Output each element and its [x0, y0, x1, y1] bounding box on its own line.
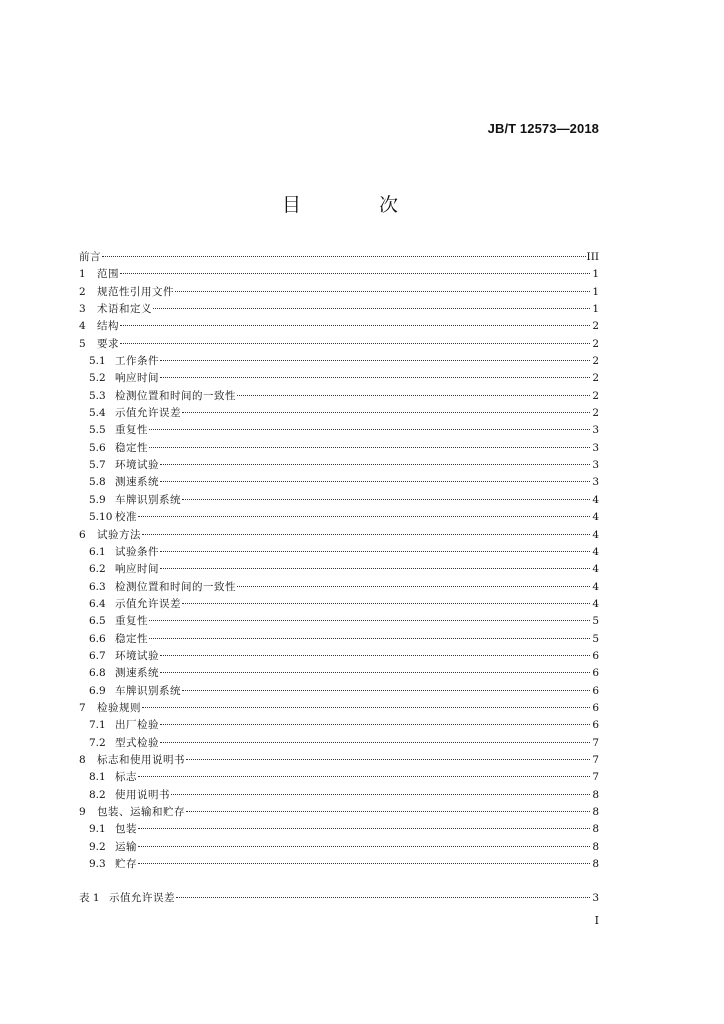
toc-dot-leader [237, 383, 590, 396]
toc-dot-leader [186, 747, 590, 760]
toc-entry-label: 示值允许误差 [115, 407, 181, 420]
toc-dot-leader [160, 556, 590, 569]
toc-dot-leader [149, 417, 590, 430]
toc-entry-label: 校准 [115, 511, 137, 524]
toc-entry-label: 示值允许误差 [115, 597, 181, 610]
toc-entry-number: 6.9 [89, 684, 106, 697]
toc-entry-number: 5.2 [89, 372, 106, 385]
toc-dot-leader [182, 400, 590, 413]
page-title: 目 次 [281, 194, 435, 216]
toc-entry-page: 6 [592, 684, 599, 697]
toc-entry-label: 运输 [115, 840, 137, 853]
toc-entry-page: 4 [592, 528, 599, 541]
toc-entry-page: 4 [592, 563, 599, 576]
toc-dot-leader [138, 851, 590, 864]
toc-entry-label: 试验方法 [97, 528, 141, 541]
toc-dot-leader [138, 816, 590, 829]
toc-entry[interactable] [79, 888, 599, 905]
toc-dot-leader [160, 452, 590, 465]
toc-entry-page: 6 [592, 667, 599, 680]
toc-entry-label: 稳定性 [115, 632, 148, 645]
toc-entry-page: 6 [592, 701, 599, 714]
toc-entry-number: 3 [79, 303, 86, 316]
toc-entry-page: 2 [592, 320, 599, 333]
toc-entry[interactable] [79, 854, 599, 871]
toc-entry-label: 出厂检验 [115, 719, 159, 732]
toc-entry-page: 6 [592, 719, 599, 732]
toc-entry-page: 2 [592, 355, 599, 368]
toc-entry-number: 9.3 [89, 858, 106, 871]
toc-dot-leader [182, 591, 590, 604]
toc-entry-label: 测速系统 [115, 476, 159, 489]
toc-entry-page: 2 [592, 337, 599, 350]
toc-entry-page: 8 [592, 806, 599, 818]
toc-entry-label: 测速系统 [115, 667, 159, 680]
toc-entry-number: 9.1 [89, 823, 106, 836]
toc-dot-leader [149, 435, 590, 448]
toc-entry-page: 3 [592, 459, 599, 472]
toc-entry-page: 4 [592, 511, 599, 524]
toc-entry-number: 5.7 [89, 459, 106, 472]
toc-entry-label: 范围 [97, 268, 119, 281]
toc-entry-page: 2 [592, 372, 599, 385]
toc-dot-leader [138, 764, 590, 777]
toc-entry-number: 5.1 [89, 355, 106, 368]
toc-entry-number: 6.5 [89, 615, 106, 628]
toc-entry-label: 环境试验 [115, 459, 159, 472]
toc-entry-page: 8 [592, 823, 599, 836]
toc-entry-page: 5 [592, 632, 599, 645]
toc-entry-label: 检验规则 [97, 701, 141, 714]
toc-entry-number: 5.5 [89, 424, 106, 437]
toc-entry-page: 3 [592, 892, 599, 905]
toc-entry-number: 9 [79, 806, 86, 818]
toc-entry-page: 5 [592, 615, 599, 628]
toc-dot-leader [142, 695, 590, 708]
toc-entry-label: 车牌识别系统 [115, 684, 181, 697]
toc-entry-label: 使用说明书 [115, 788, 170, 801]
toc-dot-leader [160, 643, 590, 656]
toc-entry-number: 6.1 [89, 545, 106, 558]
toc-entry-number: 6.3 [89, 580, 106, 593]
toc-dot-leader [160, 539, 590, 552]
toc-entry-page: 1 [592, 285, 599, 298]
toc-entry-number: 5 [79, 337, 86, 350]
toc-entry-page: 1 [592, 303, 599, 316]
toc-entry-number: 9.2 [89, 840, 106, 853]
toc-dot-leader [160, 712, 590, 725]
toc-dot-leader [102, 244, 586, 257]
toc-entry-page: 4 [592, 597, 599, 610]
toc-dot-leader [160, 348, 590, 361]
toc-entry-label: 标志和使用说明书 [97, 753, 185, 766]
toc-dot-leader [175, 279, 590, 292]
toc-entry-number: 5.9 [89, 493, 106, 506]
toc-entry-number: 4 [79, 320, 86, 333]
toc-dot-leader [153, 296, 590, 309]
toc-entry-page: 4 [592, 545, 599, 558]
toc-entry-number: 6.8 [89, 667, 106, 680]
toc-entry-label: 标志 [115, 771, 137, 784]
toc-dot-leader [182, 678, 590, 691]
toc-dot-leader [138, 504, 590, 517]
toc-entry-number: 5.4 [89, 407, 106, 420]
table-of-contents [79, 247, 599, 906]
toc-entry-label: 车牌识别系统 [115, 493, 181, 506]
toc-dot-leader [138, 834, 590, 847]
toc-entry-number: 6.7 [89, 649, 106, 662]
toc-entry-label: 环境试验 [115, 649, 159, 662]
toc-dot-leader [176, 885, 590, 898]
toc-entry-number: 表 1 [79, 892, 100, 905]
toc-entry-number: 8.2 [89, 788, 106, 801]
toc-entry-page: III [586, 251, 599, 263]
toc-dot-leader [186, 799, 590, 812]
toc-entry-page: 8 [592, 788, 599, 801]
document-code: JB/T 12573—2018 [487, 121, 599, 136]
toc-entry-page: 4 [592, 493, 599, 506]
toc-entry-label: 贮存 [115, 858, 137, 871]
page-number: I [594, 914, 599, 927]
toc-entry-page: 2 [592, 407, 599, 420]
toc-dot-leader [160, 365, 590, 378]
toc-entry-number: 5.10 [89, 511, 113, 524]
toc-entry-number: 7 [79, 701, 86, 714]
toc-entry-label: 包装、运输和贮存 [97, 806, 185, 818]
toc-entry-label: 重复性 [115, 424, 148, 437]
toc-entry-number: 8.1 [89, 771, 106, 784]
toc-entry-page: 4 [592, 580, 599, 593]
toc-dot-leader [160, 730, 590, 743]
toc-entry-number: 6.2 [89, 563, 106, 576]
toc-entry-number: 7.1 [89, 719, 106, 732]
toc-entry-label: 检测位置和时间的一致性 [115, 580, 236, 593]
toc-entry-label: 响应时间 [115, 372, 159, 385]
toc-entry-label: 包装 [115, 823, 137, 836]
toc-entry-number: 5.3 [89, 389, 106, 402]
toc-table-entries [79, 888, 599, 905]
toc-entry-page: 7 [592, 753, 599, 766]
toc-entry-number: 8 [79, 753, 86, 766]
toc-entry-number: 6.6 [89, 632, 106, 645]
toc-entry-page: 2 [592, 389, 599, 402]
toc-entry-label: 示值允许误差 [109, 892, 175, 905]
toc-dot-leader [160, 469, 590, 482]
toc-entry-label: 型式检验 [115, 736, 159, 749]
toc-dot-leader [182, 487, 590, 500]
toc-dot-leader [149, 608, 590, 621]
toc-entry-number: 6.4 [89, 597, 106, 610]
toc-entry-number: 1 [79, 268, 86, 281]
toc-entry-page: 7 [592, 771, 599, 784]
toc-entry-page: 1 [592, 268, 599, 281]
toc-dot-leader [142, 522, 590, 535]
toc-entry-page: 3 [592, 476, 599, 489]
toc-entry-number: 7.2 [89, 736, 106, 749]
toc-entry-number: 5.8 [89, 476, 106, 489]
toc-entry-page: 3 [592, 441, 599, 454]
toc-entries [79, 247, 599, 871]
toc-dot-leader [171, 782, 590, 795]
toc-entry-label: 术语和定义 [97, 303, 152, 316]
toc-entry-page: 8 [592, 840, 599, 853]
toc-dot-leader [160, 660, 590, 673]
toc-entry-page: 6 [592, 649, 599, 662]
toc-entry-label: 结构 [97, 320, 119, 333]
toc-entry-page: 3 [592, 424, 599, 437]
toc-entry-label: 响应时间 [115, 563, 159, 576]
toc-dot-leader [120, 261, 590, 274]
toc-entry-label: 前言 [79, 251, 101, 263]
toc-entry-label: 稳定性 [115, 441, 148, 454]
toc-entry-number: 2 [79, 285, 86, 298]
toc-entry-label: 试验条件 [115, 545, 159, 558]
toc-entry-page: 7 [592, 736, 599, 749]
toc-entry-page: 8 [592, 858, 599, 871]
toc-entry-label: 要求 [97, 337, 119, 350]
toc-entry-label: 检测位置和时间的一致性 [115, 389, 236, 402]
toc-entry-label: 规范性引用文件 [97, 285, 174, 298]
toc-dot-leader [149, 626, 590, 639]
toc-entry-label: 重复性 [115, 615, 148, 628]
toc-entry-number: 5.6 [89, 441, 106, 454]
toc-dot-leader [237, 574, 590, 587]
toc-dot-leader [120, 313, 590, 326]
toc-entry-label: 工作条件 [115, 355, 159, 368]
toc-entry-number: 6 [79, 528, 86, 541]
toc-dot-leader [120, 331, 590, 344]
